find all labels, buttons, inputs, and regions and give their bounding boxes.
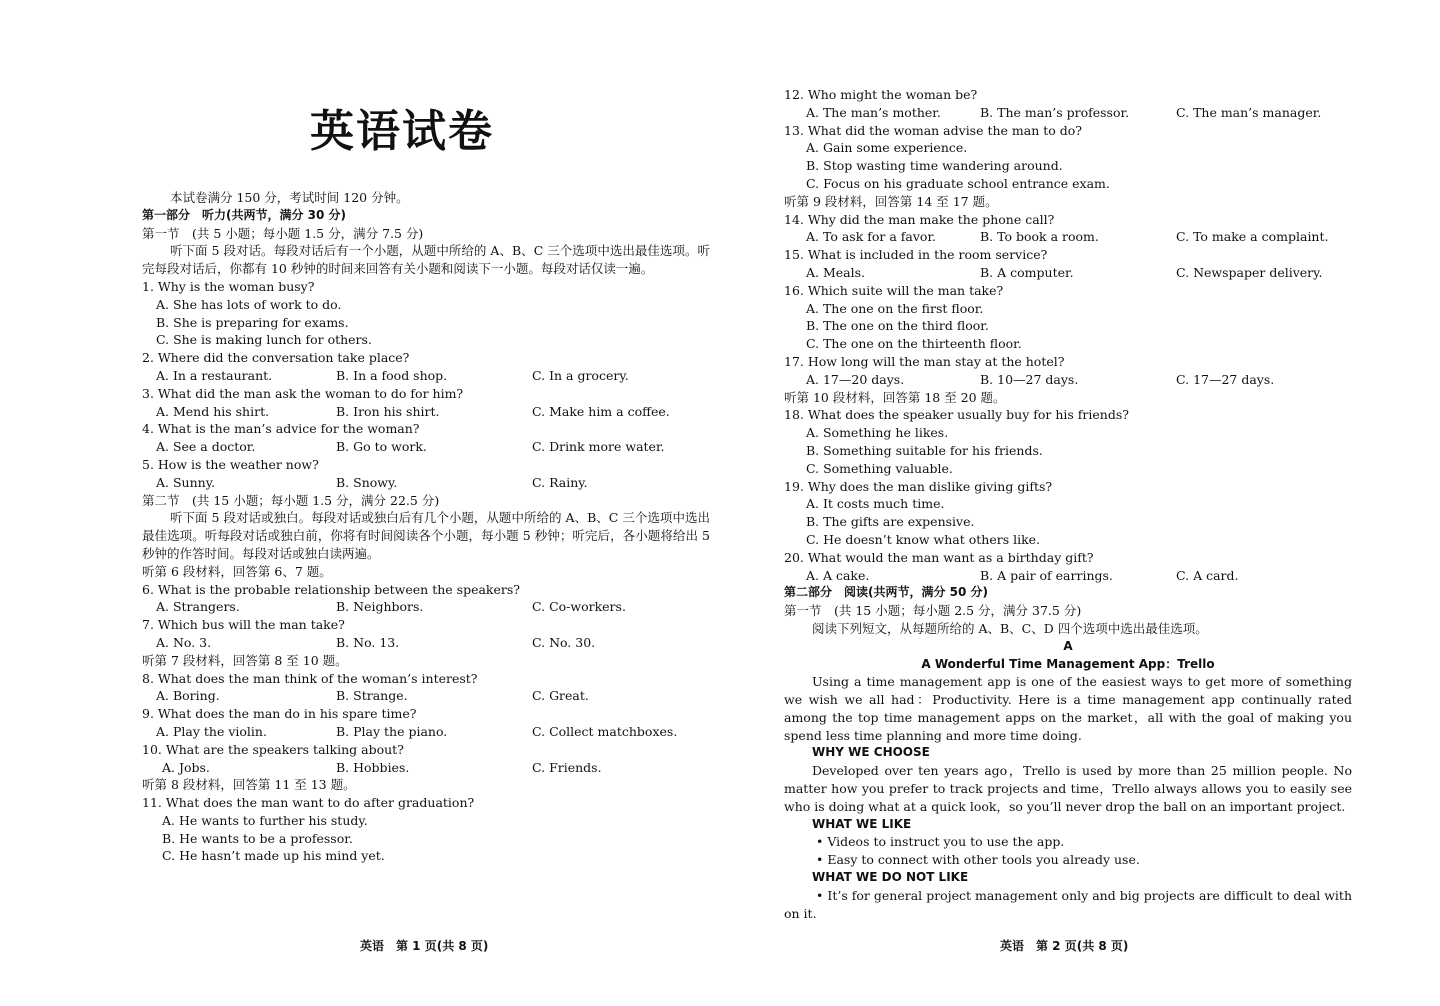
q19-option-c: C. He doesn’t know what others like. [806, 531, 1041, 547]
question-3: 3. What did the man ask the woman to do for him? [142, 385, 464, 401]
q1-option-b: B. She is preparing for exams. [156, 314, 349, 330]
q14-options [784, 228, 1352, 246]
q9-option-b: B. Play the piano. [336, 723, 448, 739]
material-6-note: 听第 6 段材料，回答第 6、7 题。 [142, 563, 332, 579]
reading-section1-heading: 第一节 (共 15 小题；每小题 2.5 分，满分 37.5 分) [784, 603, 1082, 619]
q11-option-b: B. He wants to be a professor. [162, 830, 353, 846]
q15-option-b: B. A computer. [980, 264, 1074, 280]
q2-option-a: A. In a restaurant. [156, 367, 273, 383]
section2-heading: 第二节 (共 15 小题；每小题 1.5 分，满分 22.5 分) [142, 492, 440, 508]
q6-options [142, 598, 710, 616]
q3-options [142, 403, 710, 421]
q17-options [784, 371, 1352, 389]
question-11: 11. What does the man want to do after graduation? [142, 795, 475, 811]
material-8-note: 听第 8 段材料，回答第 11 至 13 题。 [142, 777, 356, 793]
question-13: 13. What did the woman advise the man to do? [784, 122, 1082, 138]
q18-option-a: A. Something he likes. [806, 425, 949, 441]
passage-letter: A [1063, 638, 1073, 653]
question-7: 7. Which bus will the man take? [142, 617, 345, 633]
q7-option-b: B. No. 13. [336, 634, 400, 650]
q5-option-b: B. Snowy. [336, 474, 398, 490]
q14-option-b: B. To book a room. [980, 229, 1099, 245]
q8-option-b: B. Strange. [336, 688, 408, 704]
section2-instructions: 听下面 5 段对话或独白。每段对话或独白后有几个小题，从题中所给的 A、B、C 三个选项中选出最佳选项。听每段对话或独白前，你将有时间阅读各个小题，每小题 5 秒钟；听完后，各小题将给出 5 秒钟的作答时间。每段对话或独白读两遍。 [142, 510, 710, 561]
dislike-item-1: • It’s for general project management only and big projects are difficult to deal with on it. [784, 887, 1352, 921]
question-19: 19. Why does the man dislike giving gifts? [784, 478, 1053, 494]
q17-option-a: A. 17—20 days. [806, 371, 905, 387]
q10-option-c: C. Friends. [532, 759, 602, 775]
q13-option-a: A. Gain some experience. [806, 140, 968, 156]
q3-option-b: B. Iron his shirt. [336, 403, 440, 419]
question-1: 1. Why is the woman busy? [142, 278, 315, 294]
q4-options [142, 438, 710, 456]
q1-option-c: C. She is making lunch for others. [156, 332, 372, 348]
section1-instructions: 听下面 5 段对话。每段对话后有一个小题，从题中所给的 A、B、C 三个选项中选出最佳选项。听完每段对话后，你都有 10 秒钟的时间来回答有关小题和阅读下一小题。每段对话仅读一遍。 [142, 243, 710, 277]
question-18: 18. What does the speaker usually buy for his friends? [784, 407, 1129, 423]
question-4: 4. What is the man’s advice for the woman? [142, 421, 420, 437]
q9-option-c: C. Collect matchboxes. [532, 723, 678, 739]
material-7-note: 听第 7 段材料，回答第 8 至 10 题。 [142, 652, 348, 668]
passage-title: A Wonderful Time Management App：Trello [921, 656, 1215, 671]
q19-option-b: B. The gifts are expensive. [806, 514, 975, 530]
q11-option-c: C. He hasn’t made up his mind yet. [162, 848, 385, 864]
q8-option-c: C. Great. [532, 688, 589, 704]
material-9-note: 听第 9 段材料，回答第 14 至 17 题。 [784, 193, 998, 209]
q20-option-c: C. A card. [1176, 567, 1239, 583]
q2-options [142, 367, 710, 385]
q14-option-a: A. To ask for a favor. [806, 229, 937, 245]
right-page-column [784, 86, 1352, 922]
q6-option-b: B. Neighbors. [336, 599, 424, 615]
question-10: 10. What are the speakers talking about? [142, 741, 404, 757]
q7-option-a: A. No. 3. [156, 634, 212, 650]
q13-option-b: B. Stop wasting time wandering around. [806, 158, 1063, 174]
question-14: 14. Why did the man make the phone call? [784, 211, 1055, 227]
q7-option-c: C. No. 30. [532, 634, 596, 650]
q19-option-a: A. It costs much time. [806, 496, 945, 512]
page2-footer: 英语 第 2 页(共 8 页) [1000, 939, 1129, 953]
q15-options [784, 264, 1352, 282]
q12-options [784, 104, 1352, 122]
q12-option-a: A. The man’s mother. [806, 104, 941, 120]
q4-option-b: B. Go to work. [336, 439, 427, 455]
passage-heading-like: WHAT WE LIKE [812, 816, 912, 831]
passage-paragraph-1: Using a time management app is one of the easiest ways to get more of something we wish we all had：Productivity. Here is a time management app continually rated among the top time management apps on the market，all with the goal of making you spend less time planning and more time doing. [784, 674, 1352, 743]
section1-heading: 第一节 (共 5 小题；每小题 1.5 分，满分 7.5 分) [142, 225, 424, 241]
passage-paragraph-2: Developed over ten years ago，Trello is used by more than 25 million people. No matter how you prefer to track projects and time，Trello always allows you to easily see who is doing what at a quick look，so you’ll never drop the ball on an important project. [784, 763, 1352, 814]
passage-heading-dislike: WHAT WE DO NOT LIKE [812, 870, 969, 885]
q9-options [142, 723, 710, 741]
q5-option-c: C. Rainy. [532, 474, 588, 490]
q8-option-a: A. Boring. [156, 688, 220, 704]
q4-option-a: A. See a doctor. [156, 439, 256, 455]
page1-footer: 英语 第 1 页(共 8 页) [360, 939, 489, 953]
question-20: 20. What would the man want as a birthday gift? [784, 549, 1094, 565]
question-8: 8. What does the man think of the woman’s interest? [142, 670, 478, 686]
question-16: 16. Which suite will the man take? [784, 282, 1004, 298]
q6-option-a: A. Strangers. [156, 599, 240, 615]
left-page-column [142, 189, 710, 865]
q5-option-a: A. Sunny. [156, 474, 216, 490]
q17-option-b: B. 10—27 days. [980, 371, 1079, 387]
q15-option-a: A. Meals. [806, 264, 866, 280]
like-item-2: • Easy to connect with other tools you already use. [816, 852, 1140, 868]
part1-heading: 第一部分 听力(共两节，满分 30 分) [142, 207, 347, 222]
q20-options [784, 567, 1352, 585]
q16-option-b: B. The one on the third floor. [806, 318, 989, 334]
q17-option-c: C. 17—27 days. [1176, 371, 1275, 387]
q11-option-a: A. He wants to further his study. [162, 812, 368, 828]
q2-option-b: B. In a food shop. [336, 367, 448, 383]
q7-options [142, 634, 710, 652]
question-12: 12. Who might the woman be? [784, 87, 978, 102]
q18-option-b: B. Something suitable for his friends. [806, 442, 1043, 458]
part2-heading: 第二部分 阅读(共两节，满分 50 分) [784, 585, 989, 600]
passage-heading-why: WHY WE CHOOSE [812, 745, 930, 760]
q12-option-c: C. The man’s manager. [1176, 104, 1322, 120]
q20-option-a: A. A cake. [806, 567, 870, 583]
q8-options [142, 687, 710, 705]
q6-option-c: C. Co-workers. [532, 599, 626, 615]
q13-option-c: C. Focus on his graduate school entrance exam. [806, 175, 1110, 191]
q14-option-c: C. To make a complaint. [1176, 229, 1329, 245]
q16-option-a: A. The one on the first floor. [806, 300, 984, 316]
question-15: 15. What is included in the room service? [784, 247, 1048, 263]
page-title: 英语试卷 [310, 106, 494, 157]
question-17: 17. How long will the man stay at the hotel? [784, 353, 1065, 369]
q15-option-c: C. Newspaper delivery. [1176, 264, 1323, 280]
q4-option-c: C. Drink more water. [532, 439, 665, 455]
question-9: 9. What does the man do in his spare time? [142, 706, 417, 722]
q18-option-c: C. Something valuable. [806, 460, 953, 476]
q10-option-a: A. Jobs. [162, 759, 210, 775]
question-5: 5. How is the weather now? [142, 456, 319, 472]
q20-option-b: B. A pair of earrings. [980, 567, 1113, 583]
question-6: 6. What is the probable relationship between the speakers? [142, 581, 520, 597]
material-10-note: 听第 10 段材料，回答第 18 至 20 题。 [784, 389, 1006, 405]
question-2: 2. Where did the conversation take place? [142, 350, 410, 366]
like-item-1: • Videos to instruct you to use the app. [816, 834, 1065, 850]
q12-option-b: B. The man’s professor. [980, 104, 1130, 120]
q9-option-a: A. Play the violin. [156, 723, 267, 739]
q5-options [142, 474, 710, 492]
q16-option-c: C. The one on the thirteenth floor. [806, 336, 1022, 352]
reading-section1-instructions: 阅读下列短文，从每题所给的 A、B、C、D 四个选项中选出最佳选项。 [812, 620, 1208, 636]
q2-option-c: C. In a grocery. [532, 367, 629, 383]
q3-option-a: A. Mend his shirt. [156, 403, 270, 419]
exam-intro: 本试卷满分 150 分，考试时间 120 分钟。 [170, 190, 409, 205]
q3-option-c: C. Make him a coffee. [532, 403, 670, 419]
q10-options [142, 759, 710, 777]
q10-option-b: B. Hobbies. [336, 759, 410, 775]
q1-option-a: A. She has lots of work to do. [156, 296, 342, 312]
